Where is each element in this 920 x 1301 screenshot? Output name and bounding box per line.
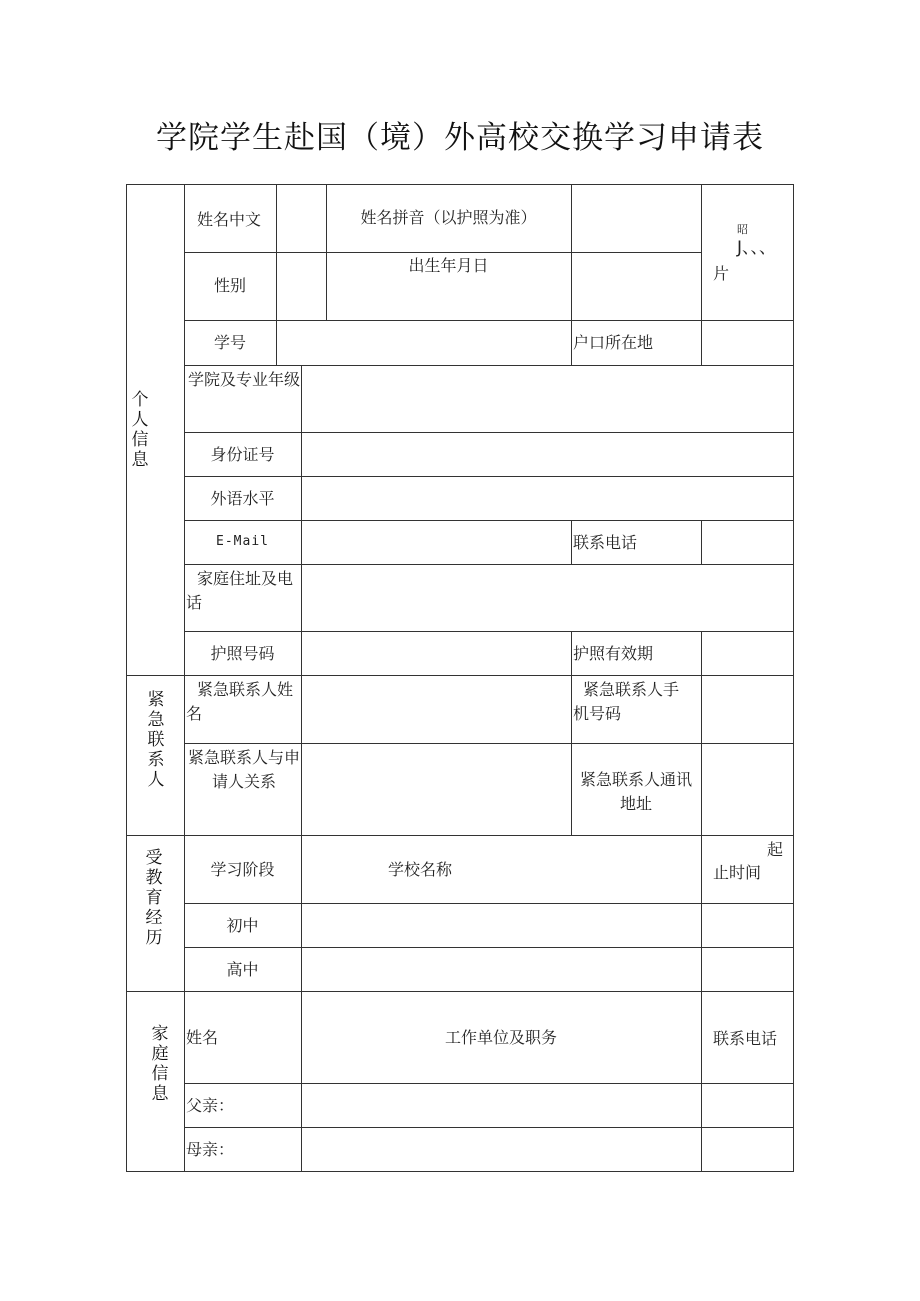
- label-birth-date: 出生年月日: [408, 256, 489, 275]
- label-student-id: 学号: [213, 333, 246, 352]
- rule: [184, 252, 702, 253]
- rule: [184, 520, 794, 521]
- rule: [184, 1083, 794, 1084]
- rule: [184, 903, 794, 904]
- rule: [184, 432, 794, 433]
- form-title: 学院学生赴国（境）外高校交换学习申请表: [156, 120, 764, 156]
- rule: [184, 564, 794, 565]
- label-period-1: 起: [767, 840, 784, 859]
- label-name-cn: 姓名中文: [197, 210, 262, 229]
- label-mother: 母亲：: [186, 1140, 235, 1159]
- rule: [184, 476, 794, 477]
- label-father: 父亲：: [186, 1096, 235, 1115]
- label-college-major: 学院及专业年级: [188, 370, 301, 389]
- rule: [276, 184, 277, 366]
- label-family-name: 姓名: [186, 1028, 219, 1047]
- label-passport-no: 护照号码: [210, 644, 275, 663]
- photo-label-3: 片: [713, 264, 730, 283]
- label-gender: 性别: [213, 276, 246, 295]
- label-home-address: 家庭住址及电话: [186, 569, 294, 612]
- section-divider: [126, 675, 794, 676]
- rule: [184, 947, 794, 948]
- table-border-bottom: [126, 1171, 794, 1172]
- label-name-pinyin: 姓名拼音（以护照为准）: [360, 208, 537, 227]
- label-senior-high: 高中: [226, 960, 259, 979]
- section-label-education: 受教育经历: [145, 848, 163, 948]
- photo-label-1: 昭: [737, 223, 748, 236]
- rule: [701, 631, 702, 836]
- label-junior-high: 初中: [226, 916, 259, 935]
- rule: [701, 520, 702, 565]
- label-emergency-name: 紧急联系人姓名: [186, 680, 294, 723]
- section-label-emergency: 紧急联系人: [147, 690, 165, 790]
- photo-label-2: J、、、: [737, 238, 777, 258]
- rule: [184, 1127, 794, 1128]
- label-email: E-Mail: [216, 534, 269, 549]
- rule: [701, 835, 702, 1172]
- rule: [571, 631, 572, 836]
- section-divider: [126, 835, 794, 836]
- label-school-name: 学校名称: [388, 860, 453, 879]
- section-label-family: 家庭信息: [151, 1024, 169, 1104]
- table-border-top: [126, 184, 794, 185]
- label-emergency-mobile: 紧急联系人手机号码: [573, 680, 680, 723]
- rule: [571, 520, 572, 565]
- label-emergency-relation: 紧急联系人与申请人关系: [188, 748, 301, 791]
- rule: [701, 184, 702, 366]
- table-border-right: [793, 184, 794, 1172]
- label-id-number: 身份证号: [210, 445, 275, 464]
- section-label-personal: 个人信息: [131, 390, 149, 470]
- rule: [184, 631, 794, 632]
- rule: [301, 365, 302, 1172]
- rule: [326, 184, 327, 321]
- label-family-phone: 联系电话: [713, 1029, 778, 1048]
- label-phone: 联系电话: [573, 533, 638, 552]
- label-period-2: 止时间: [713, 863, 762, 882]
- label-family-work: 工作单位及职务: [444, 1028, 557, 1047]
- label-passport-validity: 护照有效期: [573, 644, 654, 663]
- rule: [184, 743, 794, 744]
- label-hukou: 户口所在地: [573, 333, 654, 352]
- label-language: 外语水平: [210, 489, 275, 508]
- table-border-left: [126, 184, 127, 1172]
- section-divider: [126, 991, 794, 992]
- label-study-stage: 学习阶段: [210, 860, 275, 879]
- label-emergency-address: 紧急联系人通讯地址: [579, 770, 692, 813]
- rule: [571, 184, 572, 366]
